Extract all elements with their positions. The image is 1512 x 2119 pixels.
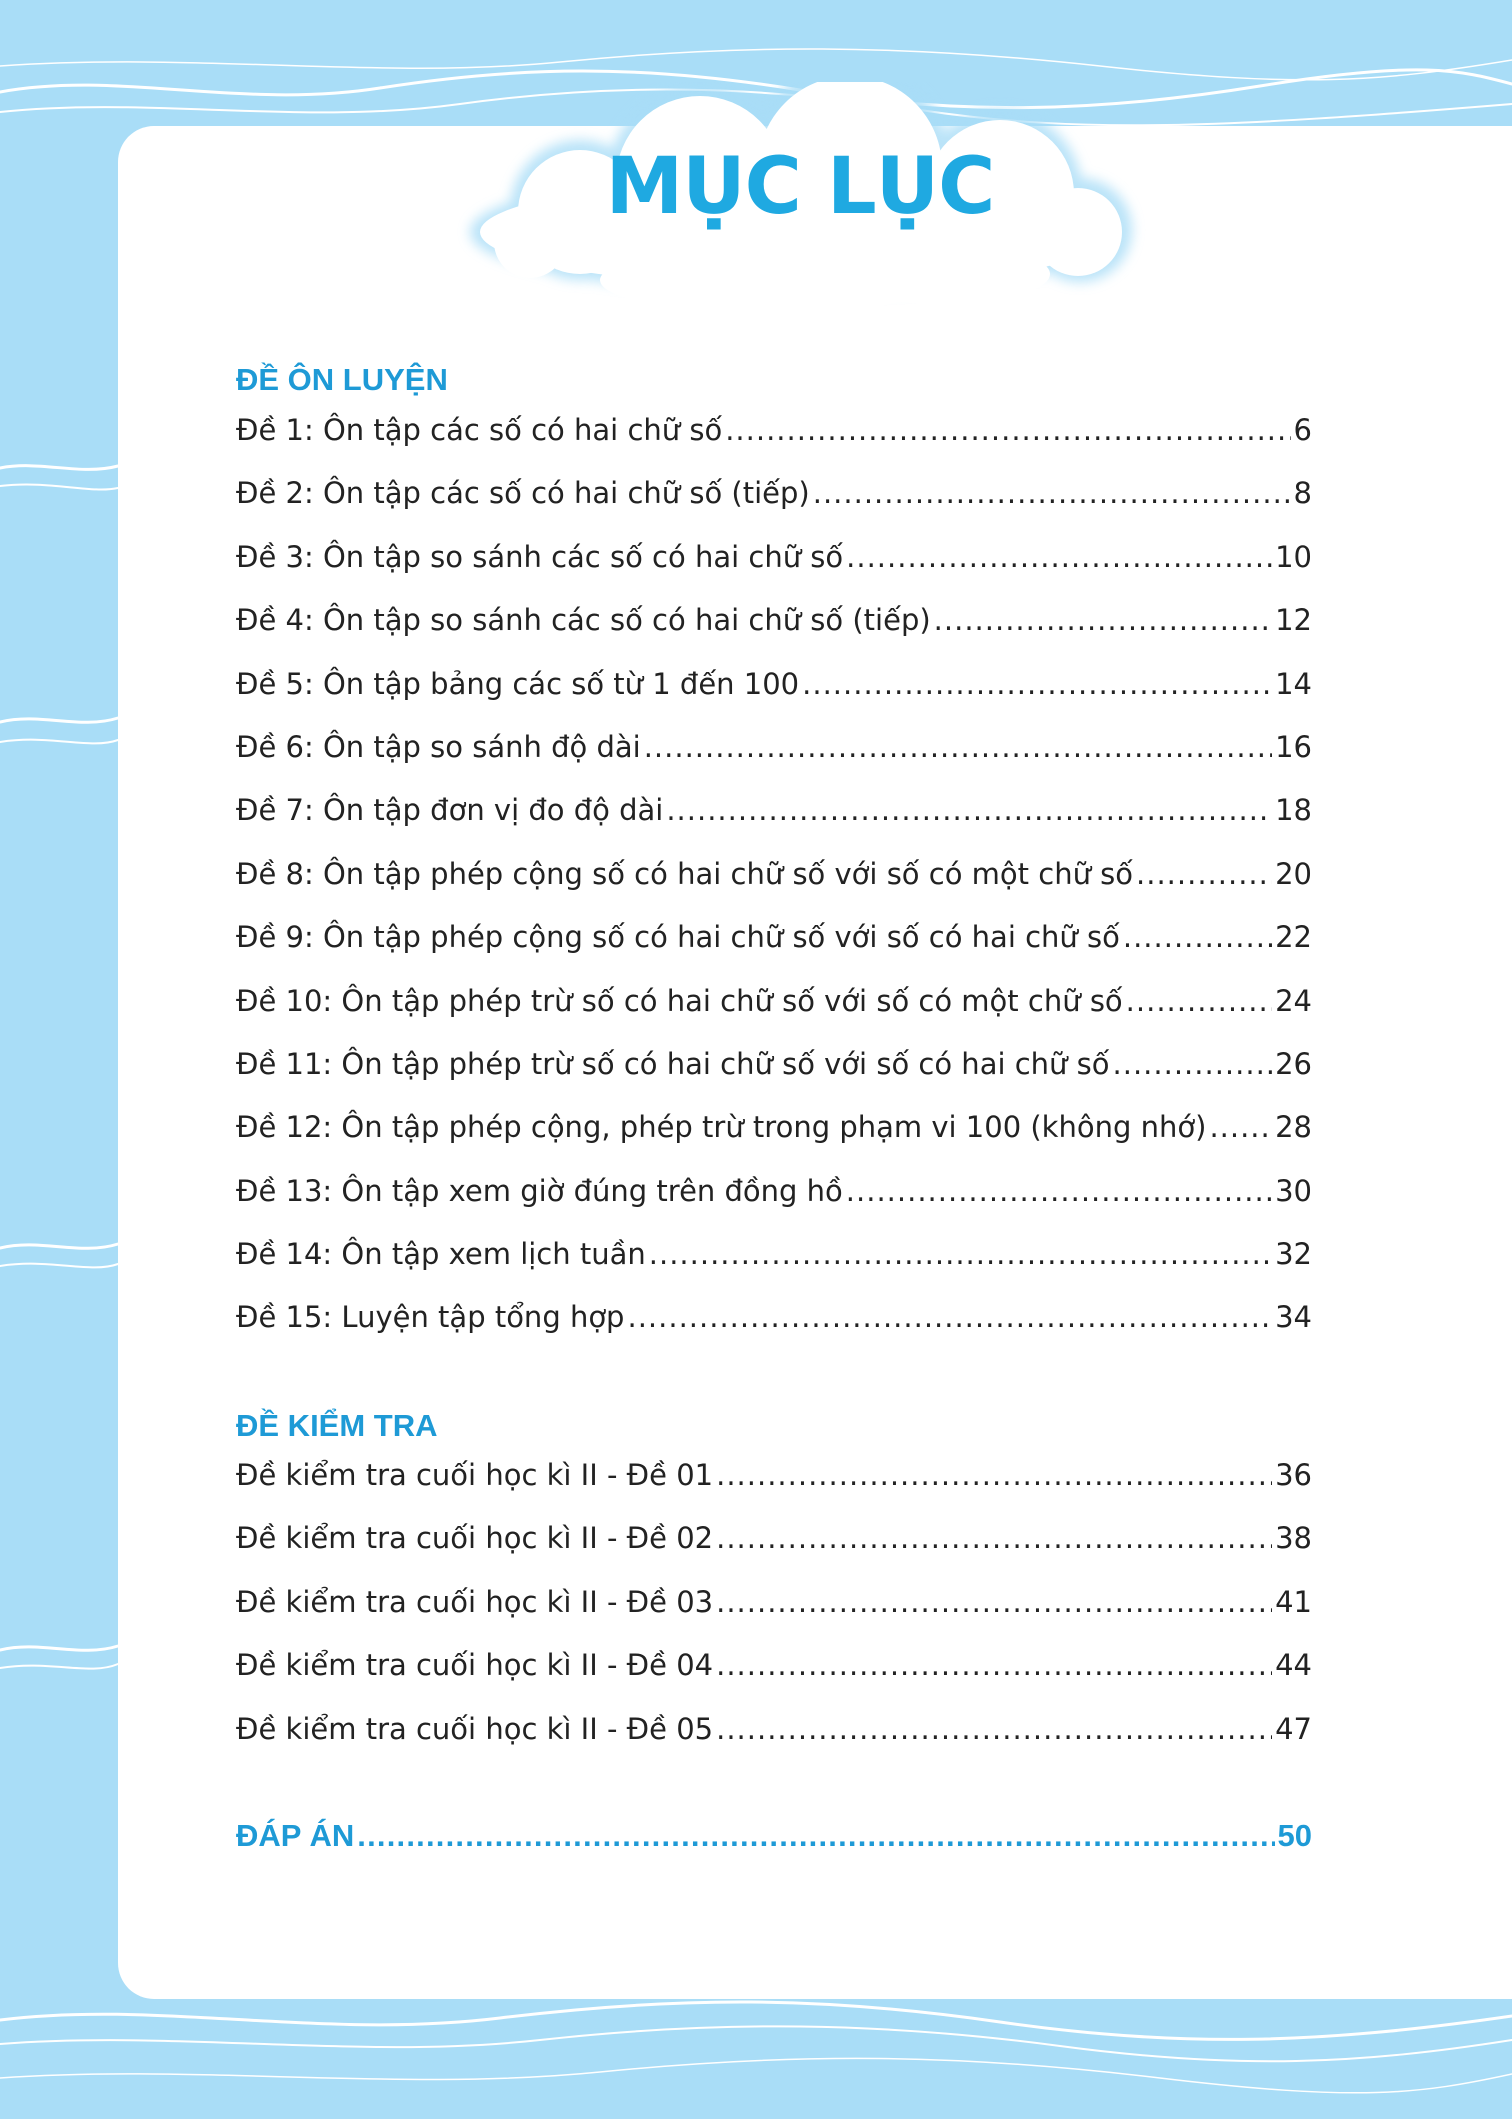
toc-dot-leader bbox=[716, 1458, 1272, 1492]
toc-item[interactable] bbox=[236, 1585, 1312, 1648]
toc-item-label: Đề 9: Ôn tập phép cộng số có hai chữ số với số có hai chữ số bbox=[236, 920, 1120, 955]
toc-list-kiem-tra bbox=[236, 1458, 1312, 1775]
toc-item-label: Đề 11: Ôn tập phép trừ số có hai chữ số với số có hai chữ số bbox=[236, 1046, 1110, 1081]
toc-dot-leader bbox=[649, 1237, 1272, 1271]
toc-item-label: Đề 1: Ôn tập các số có hai chữ số bbox=[236, 413, 723, 447]
toc-item[interactable] bbox=[236, 1712, 1312, 1775]
toc-item-label: Đề 3: Ôn tập so sánh các số có hai chữ số bbox=[236, 539, 844, 574]
toc-page-number: 44 bbox=[1275, 1648, 1312, 1683]
toc-page-number: 18 bbox=[1275, 793, 1312, 828]
toc-item[interactable] bbox=[236, 667, 1312, 730]
toc-item[interactable] bbox=[236, 730, 1312, 793]
toc-item-label: Đề 8: Ôn tập phép cộng số có hai chữ số với số có một chữ số bbox=[236, 856, 1134, 891]
toc-page-number: 28 bbox=[1275, 1110, 1312, 1145]
toc-item-label: Đề 5: Ôn tập bảng các số từ 1 đến 100 bbox=[236, 666, 800, 701]
toc-dot-leader bbox=[1123, 920, 1272, 954]
toc-dot-leader bbox=[1126, 984, 1272, 1018]
toc-dot-leader bbox=[716, 1648, 1272, 1682]
toc-page-number: 38 bbox=[1275, 1521, 1312, 1556]
toc-dot-leader bbox=[716, 1521, 1272, 1555]
toc-item[interactable] bbox=[236, 476, 1312, 539]
toc-item[interactable] bbox=[236, 1047, 1312, 1110]
toc-dot-leader bbox=[666, 793, 1272, 827]
toc-dot-leader bbox=[1209, 1110, 1272, 1144]
toc-item-label: Đề 13: Ôn tập xem giờ đúng trên đồng hồ bbox=[236, 1173, 843, 1208]
toc-item[interactable] bbox=[236, 857, 1312, 920]
toc-dot-leader bbox=[846, 540, 1272, 574]
page-title: MỤC LỤC bbox=[605, 142, 995, 232]
toc-dot-leader bbox=[846, 1174, 1272, 1208]
toc-dot-leader bbox=[1113, 1047, 1273, 1081]
toc-page-number: 24 bbox=[1275, 983, 1312, 1018]
toc-item-answers[interactable] bbox=[236, 1818, 1312, 1854]
answers-page-number: 50 bbox=[1277, 1818, 1312, 1853]
toc-page-number: 14 bbox=[1275, 666, 1312, 701]
answers-label: ĐÁP ÁN bbox=[236, 1818, 355, 1853]
toc-item-label: Đề 7: Ôn tập đơn vị đo độ dài bbox=[236, 793, 664, 828]
toc-page-number: 34 bbox=[1275, 1300, 1312, 1335]
toc-dot-leader bbox=[802, 667, 1272, 701]
toc-item[interactable] bbox=[236, 413, 1312, 476]
toc-dot-leader bbox=[716, 1712, 1272, 1746]
toc-page-number: 8 bbox=[1293, 476, 1312, 511]
toc-item[interactable] bbox=[236, 984, 1312, 1047]
toc-dot-leader bbox=[716, 1585, 1272, 1619]
toc-item-label: Đề 14: Ôn tập xem lịch tuần bbox=[236, 1237, 646, 1272]
toc-item[interactable] bbox=[236, 1521, 1312, 1584]
toc-item[interactable] bbox=[236, 793, 1312, 856]
toc-page-number: 16 bbox=[1275, 729, 1312, 764]
toc-dot-leader bbox=[1136, 857, 1272, 891]
toc-page-number: 36 bbox=[1275, 1458, 1312, 1492]
toc-item[interactable] bbox=[236, 1648, 1312, 1711]
toc-dot-leader bbox=[934, 603, 1272, 637]
toc-item[interactable] bbox=[236, 1237, 1312, 1300]
toc-page-number: 10 bbox=[1275, 539, 1312, 574]
toc-dot-leader bbox=[813, 476, 1291, 510]
toc-item-label: Đề 10: Ôn tập phép trừ số có hai chữ số với số có một chữ số bbox=[236, 983, 1123, 1018]
toc-item-label: Đề 12: Ôn tập phép cộng, phép trừ trong phạm vi 100 (không nhớ) bbox=[236, 1110, 1207, 1145]
toc-page-number: 12 bbox=[1275, 603, 1312, 638]
toc-item[interactable] bbox=[236, 1300, 1312, 1363]
toc-list-on-luyen bbox=[236, 413, 1312, 1364]
toc-item[interactable] bbox=[236, 1174, 1312, 1237]
toc-item-label: Đề kiểm tra cuối học kì II - Đề 05 bbox=[236, 1711, 714, 1746]
toc-item-label: Đề 4: Ôn tập so sánh các số có hai chữ số (tiếp) bbox=[236, 603, 931, 638]
toc-page-number: 22 bbox=[1275, 920, 1312, 955]
toc-page-number: 47 bbox=[1275, 1711, 1312, 1746]
toc-page-number: 41 bbox=[1275, 1584, 1312, 1619]
toc-item-label: Đề 15: Luyện tập tổng hợp bbox=[236, 1300, 625, 1335]
toc-item[interactable] bbox=[236, 540, 1312, 603]
toc-dot-leader bbox=[357, 1818, 1274, 1854]
section-heading-kiem-tra: ĐỀ KIỂM TRA bbox=[236, 1408, 438, 1443]
toc-page-number: 6 bbox=[1293, 413, 1312, 447]
toc-item-label: Đề kiểm tra cuối học kì II - Đề 03 bbox=[236, 1584, 714, 1619]
section-heading-on-luyen: ĐỀ ÔN LUYỆN bbox=[236, 362, 448, 397]
toc-item-label: Đề kiểm tra cuối học kì II - Đề 01 bbox=[236, 1458, 714, 1492]
toc-item[interactable] bbox=[236, 603, 1312, 666]
toc-item-label: Đề kiểm tra cuối học kì II - Đề 04 bbox=[236, 1648, 714, 1683]
toc-page-number: 30 bbox=[1275, 1173, 1312, 1208]
toc-item-label: Đề kiểm tra cuối học kì II - Đề 02 bbox=[236, 1521, 714, 1556]
toc-item-label: Đề 2: Ôn tập các số có hai chữ số (tiếp) bbox=[236, 476, 810, 511]
toc-page-number: 26 bbox=[1275, 1046, 1312, 1081]
toc-page-number: 32 bbox=[1275, 1237, 1312, 1272]
toc-dot-leader bbox=[627, 1300, 1272, 1334]
toc-page-number: 20 bbox=[1275, 856, 1312, 891]
toc-item-label: Đề 6: Ôn tập so sánh độ dài bbox=[236, 729, 641, 764]
toc-dot-leader bbox=[644, 730, 1272, 764]
toc-dot-leader bbox=[725, 413, 1290, 447]
toc-item[interactable] bbox=[236, 920, 1312, 983]
toc-item[interactable] bbox=[236, 1110, 1312, 1173]
toc-item[interactable] bbox=[236, 1458, 1312, 1521]
